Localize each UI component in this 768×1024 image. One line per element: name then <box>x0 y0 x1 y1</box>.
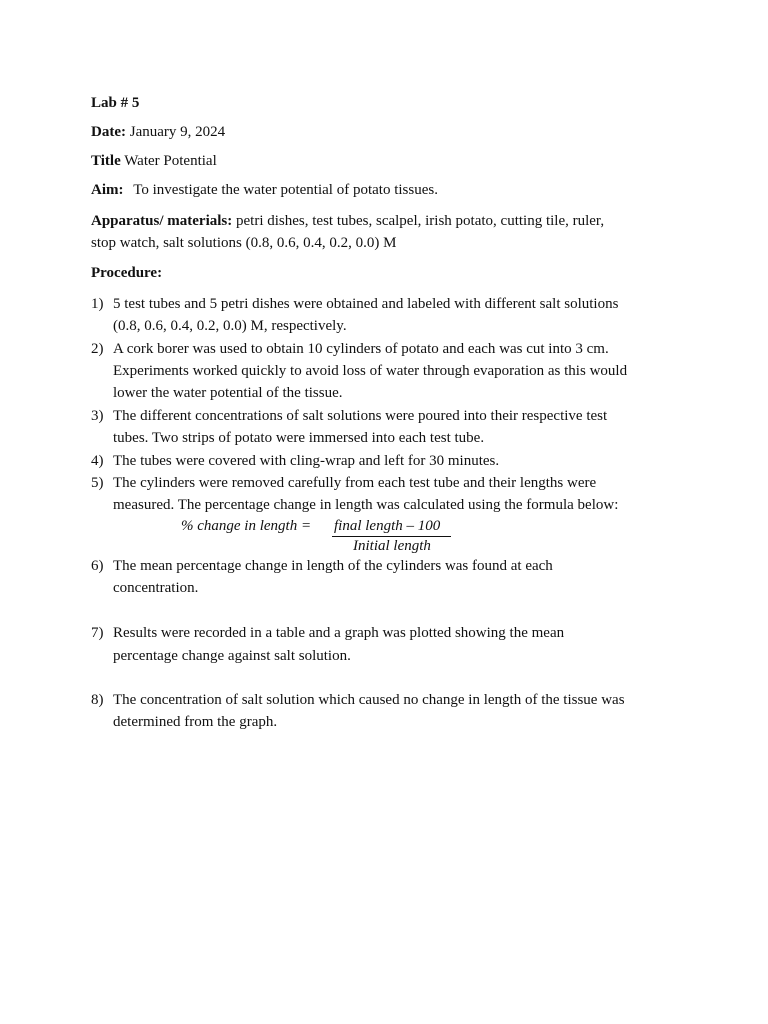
step-text: lower the water potential of the tissue. <box>113 385 343 401</box>
date-value: January 9, 2024 <box>129 124 226 140</box>
step-number: 5) <box>91 475 104 491</box>
date-label: Date: <box>91 124 126 140</box>
step-text: determined from the graph. <box>113 714 278 730</box>
procedure-heading: Procedure: <box>91 265 163 281</box>
aim-label: Aim: <box>91 182 124 198</box>
step-text: The mean percentage change in length of the cylinders was found at each <box>113 558 553 574</box>
apparatus-text-1: petri dishes, test tubes, scalpel, irish potato, cutting tile, ruler, <box>236 213 605 229</box>
title-value: Water Potential <box>124 153 217 169</box>
step-number: 3) <box>91 408 104 424</box>
aim-line <box>91 179 438 201</box>
step-text: concentration. <box>113 580 199 596</box>
lab-number: Lab # 5 <box>91 95 140 111</box>
apparatus-text-2: stop watch, salt solutions (0.8, 0.6, 0.4, 0.2, 0.0) M <box>91 235 397 251</box>
step-text: Experiments worked quickly to avoid loss of water through evaporation as this would <box>113 363 628 379</box>
step-text: (0.8, 0.6, 0.4, 0.2, 0.0) M, respectively. <box>113 318 347 334</box>
step-number: 1) <box>91 296 104 312</box>
step-text: The different concentrations of salt solutions were poured into their respective test <box>113 408 608 424</box>
step-text: percentage change against salt solution. <box>113 648 351 664</box>
step-number: 7) <box>91 625 104 641</box>
step-number: 8) <box>91 692 104 708</box>
formula-lhs: % change in length = <box>181 518 312 534</box>
formula-numerator: final length – 100 <box>334 518 441 534</box>
date-line <box>91 121 225 143</box>
apparatus-line-1 <box>91 210 604 232</box>
step-number: 4) <box>91 453 104 469</box>
step-text: tubes. Two strips of potato were immersed into each test tube. <box>113 430 485 446</box>
step-number: 6) <box>91 558 104 574</box>
step-number: 2) <box>91 341 104 357</box>
step-text: measured. The percentage change in length was calculated using the formula below: <box>113 497 619 513</box>
aim-value: To investigate the water potential of potato tissues. <box>133 182 438 198</box>
step-text: 5 test tubes and 5 petri dishes were obtained and labeled with different salt solutions <box>113 296 619 312</box>
title-label: Title <box>91 153 121 169</box>
step-text: A cork borer was used to obtain 10 cylinders of potato and each was cut into 3 cm. <box>113 341 609 357</box>
apparatus-label: Apparatus/ materials: <box>91 213 233 229</box>
step-text: The concentration of salt solution which caused no change in length of the tissue was <box>113 692 625 708</box>
formula-denominator: Initial length <box>353 538 431 554</box>
step-text: The cylinders were removed carefully from each test tube and their lengths were <box>113 475 597 491</box>
step-text: Results were recorded in a table and a graph was plotted showing the mean <box>113 625 565 641</box>
title-line <box>91 150 217 172</box>
step-text: The tubes were covered with cling-wrap and left for 30 minutes. <box>113 453 500 469</box>
